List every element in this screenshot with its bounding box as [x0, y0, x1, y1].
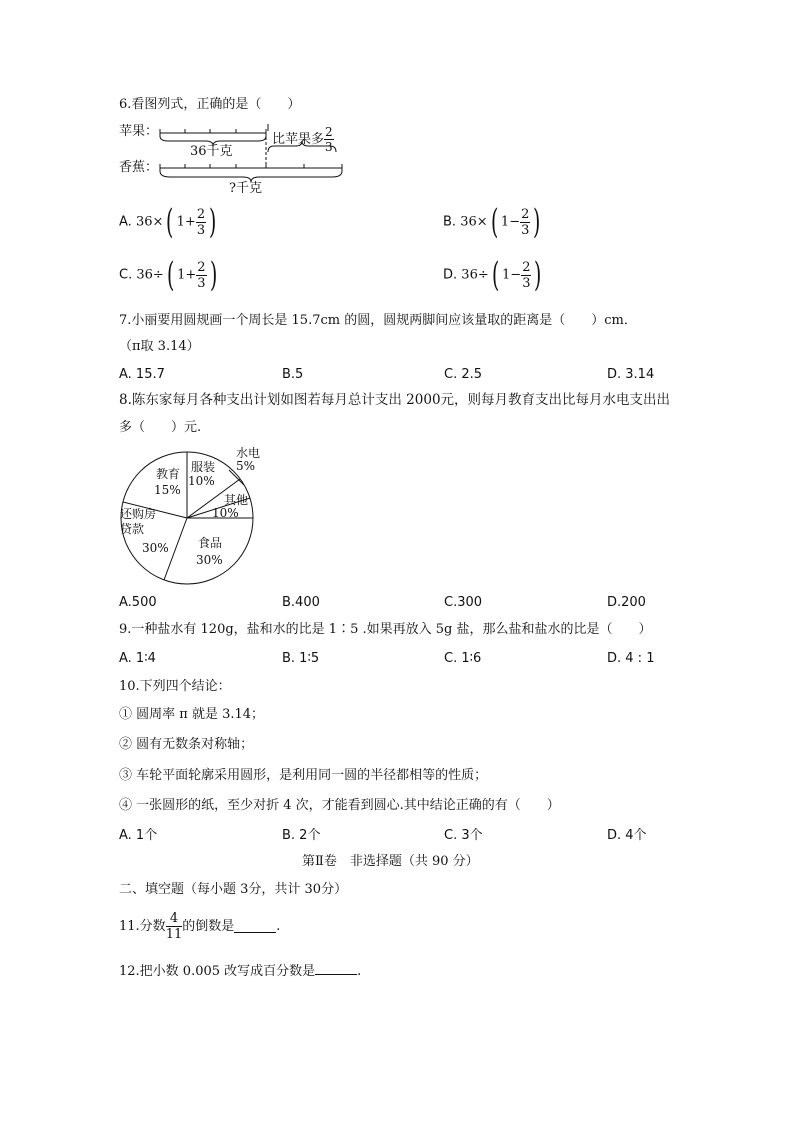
q10-option-a[interactable]: A. 1个 — [119, 828, 158, 843]
q6-frac-den: 3 — [325, 140, 333, 154]
pie-label-fuzhuang: 服装 — [191, 460, 216, 474]
q10-option-b[interactable]: B. 2个 — [282, 828, 321, 843]
pie-label-qita: 其他 — [224, 493, 249, 507]
pie-pct-shipin: 30% — [196, 553, 223, 567]
section2-heading: 二、填空题（每小题 3分，共计 30分） — [119, 882, 348, 897]
q7-option-b[interactable]: B.5 — [282, 367, 304, 382]
q6-option-d[interactable]: D. 36÷( 1− $\frac{2}{3}$ ) — [443, 255, 542, 295]
q9-option-d[interactable]: D. 4 : 1 — [607, 651, 655, 666]
q11-answer-blank[interactable] — [234, 920, 276, 933]
q12-text: 12.把小数 0.005 改写成百分数是 — [119, 964, 316, 979]
q6-more-text: 比苹果多 — [272, 132, 325, 147]
section2-title: 第Ⅱ卷 非选择题（共 90 分） — [302, 854, 479, 869]
q9-option-a[interactable]: A. 1∶4 — [119, 651, 156, 666]
q6-more-label — [272, 126, 334, 153]
pie-pct-daikuan: 30% — [142, 541, 169, 555]
q6-option-a[interactable]: A. 36×( 1+ $\frac{2}{3}$ ) — [119, 202, 217, 242]
q7-option-a[interactable]: A. 15.7 — [119, 367, 165, 382]
pie-label-shipin: 食品 — [198, 536, 223, 550]
q7-option-d[interactable]: D. 3.14 — [607, 367, 655, 382]
q11-prefix: 11.分数 — [119, 919, 166, 934]
q6-apple-label: 苹果： — [119, 124, 159, 139]
q9-stem: 9.一种盐水有 120g，盐和水的比是 1∶5 .如果再放入 5g 盐，那么盐和盐水的比是（ ） — [119, 622, 652, 637]
q8-pie-chart — [112, 440, 272, 600]
pie-label-daikuan-2: 贷款 — [120, 522, 145, 536]
q10-stem: 10.下列四个结论： — [119, 679, 231, 694]
q6-banana-weight: ?千克 — [229, 181, 262, 196]
pie-pct-qita: 10% — [212, 506, 239, 520]
q6-option-c[interactable]: C. 36÷( 1+ $\frac{2}{3}$ ) — [119, 255, 217, 295]
q9-option-c[interactable]: C. 1∶6 — [444, 651, 482, 666]
q10-item-2: ② 圆有无数条对称轴； — [119, 737, 254, 752]
q11-num: 4 — [166, 912, 183, 927]
pie-pct-jiaoyu: 15% — [154, 483, 181, 497]
pie-label-jiaoyu: 教育 — [156, 467, 181, 481]
q10-item-4: ④ 一张圆形的纸，至少对折 4 次，才能看到圆心.其中结论正确的有（ ） — [119, 798, 560, 813]
q6-line-diagram — [0, 0, 794, 200]
q10-option-d[interactable]: D. 4个 — [607, 828, 647, 843]
q8-option-b[interactable]: B.400 — [282, 595, 320, 610]
q9-option-b[interactable]: B. 1∶5 — [282, 651, 320, 666]
q8-option-c[interactable]: C.300 — [444, 595, 483, 610]
q8-option-d[interactable]: D.200 — [607, 595, 646, 610]
q12-answer-blank[interactable] — [315, 962, 357, 975]
pie-pct-fuzhuang: 10% — [188, 474, 215, 488]
q7-note: （π取 3.14） — [119, 339, 200, 354]
pie-pct-shuidian: 5% — [236, 459, 256, 473]
q10-item-1: ① 圆周率 π 就是 3.14； — [119, 707, 265, 722]
q11: 11.分数 $\frac{4}{11}$ 的倒数是 . — [119, 911, 281, 942]
q11-den: 11 — [165, 927, 183, 942]
q6-stem: 6.看图列式，正确的是（ ） — [119, 97, 301, 112]
q7-stem: 7.小丽要用圆规画一个周长是 15.7cm 的圆，圆规两脚间应该量取的距离是（ ）cm． — [119, 313, 637, 328]
q8-stem-line1: 8.陈东家每月各种支出计划如图若每月总计支出 2000元，则每月教育支出比每月水电支出出 — [119, 392, 671, 408]
q6-option-b[interactable]: B. 36×( 1− $\frac{2}{3}$ ) — [443, 202, 541, 242]
pie-label-shuidian: 水电 — [236, 446, 261, 460]
pie-label-daikuan-1: 还购房 — [120, 507, 157, 521]
q6-apple-weight: 36千克 — [190, 144, 233, 159]
q10-option-c[interactable]: C. 3个 — [444, 828, 483, 843]
q8-option-a[interactable]: A.500 — [119, 595, 157, 610]
q10-item-3: ③ 车轮平面轮廓采用圆形，是利用同一圆的半径都相等的性质； — [119, 768, 488, 783]
q7-option-c[interactable]: C. 2.5 — [444, 367, 483, 382]
q11-suffix: 的倒数是 — [182, 919, 235, 934]
q6-banana-label: 香蕉： — [119, 160, 159, 175]
q8-stem-line2: 多（ ）元. — [119, 420, 202, 435]
q6-frac-num: 2 — [325, 125, 333, 139]
q12: 12.把小数 0.005 改写成百分数是 . — [119, 964, 362, 979]
